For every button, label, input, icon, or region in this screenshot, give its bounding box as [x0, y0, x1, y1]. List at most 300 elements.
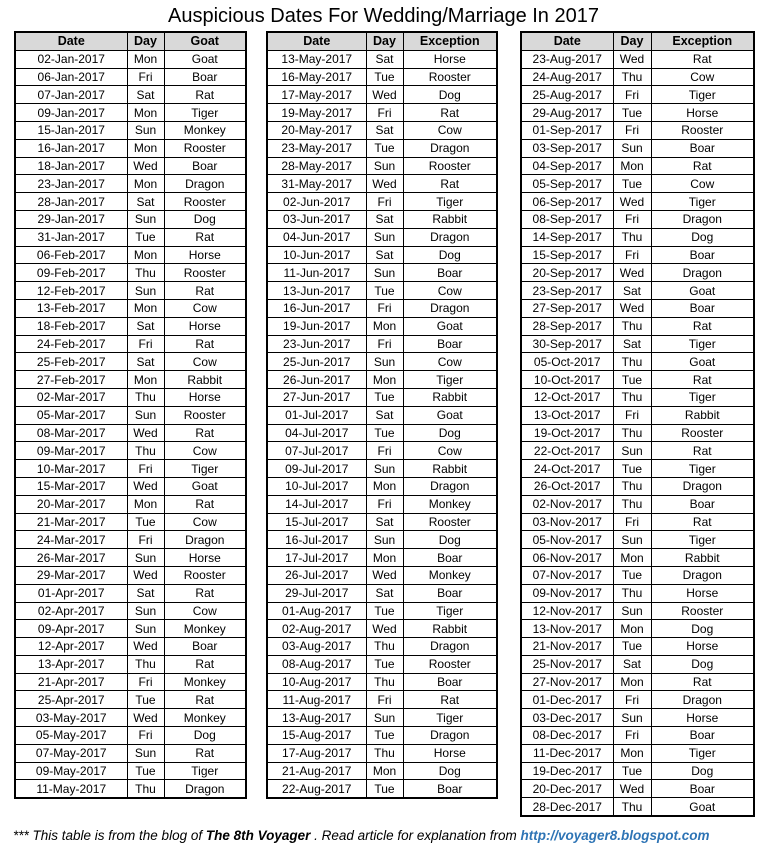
- date-cell: 25-Jun-2017: [267, 353, 366, 371]
- zodiac-cell: Monkey: [403, 566, 497, 584]
- zodiac-cell: Rat: [403, 175, 497, 193]
- day-cell: Tue: [366, 727, 403, 745]
- date-cell: 20-Mar-2017: [15, 495, 127, 513]
- zodiac-cell: Goat: [403, 406, 497, 424]
- zodiac-cell: Horse: [651, 584, 754, 602]
- day-cell: Sat: [127, 86, 164, 104]
- day-cell: Wed: [613, 264, 651, 282]
- tables-container: [0, 31, 767, 817]
- zodiac-cell: Tiger: [651, 388, 754, 406]
- table-row: [267, 388, 497, 406]
- zodiac-cell: Boar: [651, 495, 754, 513]
- zodiac-cell: Boar: [403, 673, 497, 691]
- footnote-link[interactable]: http://voyager8.blogspot.com: [520, 828, 710, 844]
- date-cell: 28-May-2017: [267, 157, 366, 175]
- day-cell: Sun: [366, 709, 403, 727]
- zodiac-cell: Rat: [651, 50, 754, 68]
- zodiac-cell: Rat: [651, 513, 754, 531]
- date-cell: 07-Nov-2017: [521, 566, 613, 584]
- day-cell: Sat: [613, 335, 651, 353]
- day-cell: Fri: [613, 513, 651, 531]
- table-row: [267, 727, 497, 745]
- zodiac-cell: Cow: [651, 175, 754, 193]
- day-cell: Fri: [366, 495, 403, 513]
- zodiac-cell: Tiger: [651, 335, 754, 353]
- date-cell: 03-Sep-2017: [521, 139, 613, 157]
- day-cell: Thu: [613, 584, 651, 602]
- date-cell: 01-Jul-2017: [267, 406, 366, 424]
- day-cell: Mon: [127, 104, 164, 122]
- date-cell: 09-Jul-2017: [267, 460, 366, 478]
- day-cell: Fri: [613, 691, 651, 709]
- table-row: [267, 139, 497, 157]
- day-cell: Sun: [613, 531, 651, 549]
- table-row: [267, 780, 497, 798]
- zodiac-cell: Rat: [164, 691, 246, 709]
- day-cell: Mon: [613, 673, 651, 691]
- day-cell: Sun: [127, 121, 164, 139]
- table-row: [15, 744, 246, 762]
- zodiac-cell: Rooster: [164, 566, 246, 584]
- day-cell: Sun: [127, 406, 164, 424]
- day-cell: Mon: [366, 371, 403, 389]
- table-row: [15, 460, 246, 478]
- day-cell: Thu: [127, 264, 164, 282]
- day-cell: Fri: [366, 691, 403, 709]
- date-cell: 26-Jul-2017: [267, 566, 366, 584]
- zodiac-cell: Dragon: [403, 727, 497, 745]
- day-cell: Sun: [366, 353, 403, 371]
- table-row: [267, 264, 497, 282]
- table-row: [521, 513, 754, 531]
- day-cell: Mon: [366, 477, 403, 495]
- date-cell: 15-Mar-2017: [15, 477, 127, 495]
- table-row: [521, 175, 754, 193]
- day-cell: Sat: [366, 121, 403, 139]
- zodiac-cell: Cow: [403, 353, 497, 371]
- date-cell: 03-Nov-2017: [521, 513, 613, 531]
- zodiac-cell: Tiger: [651, 193, 754, 211]
- zodiac-cell: Tiger: [403, 709, 497, 727]
- zodiac-cell: Rat: [164, 495, 246, 513]
- date-cell: 28-Jan-2017: [15, 193, 127, 211]
- date-cell: 23-Sep-2017: [521, 282, 613, 300]
- day-cell: Thu: [613, 424, 651, 442]
- zodiac-cell: Horse: [403, 50, 497, 68]
- zodiac-cell: Rat: [651, 442, 754, 460]
- zodiac-cell: Goat: [403, 317, 497, 335]
- date-cell: 01-Apr-2017: [15, 584, 127, 602]
- day-cell: Thu: [127, 780, 164, 798]
- date-cell: 04-Jul-2017: [267, 424, 366, 442]
- table-row: [267, 175, 497, 193]
- date-cell: 27-Feb-2017: [15, 371, 127, 389]
- zodiac-cell: Boar: [164, 638, 246, 656]
- table-row: [267, 460, 497, 478]
- table-row: [267, 762, 497, 780]
- date-cell: 11-May-2017: [15, 780, 127, 798]
- date-cell: 08-Dec-2017: [521, 727, 613, 745]
- date-cell: 02-Aug-2017: [267, 620, 366, 638]
- zodiac-cell: Cow: [164, 299, 246, 317]
- date-cell: 10-Mar-2017: [15, 460, 127, 478]
- day-cell: Tue: [613, 762, 651, 780]
- date-cell: 17-May-2017: [267, 86, 366, 104]
- zodiac-cell: Rat: [164, 744, 246, 762]
- date-cell: 15-Jul-2017: [267, 513, 366, 531]
- zodiac-cell: Horse: [164, 549, 246, 567]
- day-cell: Fri: [613, 406, 651, 424]
- zodiac-cell: Rooster: [164, 193, 246, 211]
- day-cell: Mon: [127, 495, 164, 513]
- table-row: [15, 228, 246, 246]
- table-row: [521, 371, 754, 389]
- day-cell: Wed: [127, 638, 164, 656]
- date-cell: 03-Dec-2017: [521, 709, 613, 727]
- date-cell: 02-Mar-2017: [15, 388, 127, 406]
- day-cell: Sat: [127, 193, 164, 211]
- table-row: [267, 317, 497, 335]
- table-row: [15, 317, 246, 335]
- table-row: [15, 638, 246, 656]
- zodiac-cell: Dog: [651, 655, 754, 673]
- zodiac-cell: Dragon: [403, 299, 497, 317]
- date-cell: 20-May-2017: [267, 121, 366, 139]
- col-header-date: Date: [267, 32, 366, 50]
- zodiac-cell: Cow: [164, 513, 246, 531]
- zodiac-cell: Boar: [651, 727, 754, 745]
- day-cell: Mon: [366, 549, 403, 567]
- table-row: [15, 299, 246, 317]
- table-row: [15, 727, 246, 745]
- table-row: [267, 673, 497, 691]
- table-row: [521, 655, 754, 673]
- day-cell: Thu: [613, 798, 651, 816]
- day-cell: Wed: [366, 566, 403, 584]
- date-cell: 05-Oct-2017: [521, 353, 613, 371]
- table-row: [267, 50, 497, 68]
- table-row: [521, 566, 754, 584]
- table-row: [521, 228, 754, 246]
- table-row: [15, 424, 246, 442]
- date-cell: 23-Aug-2017: [521, 50, 613, 68]
- date-cell: 21-Aug-2017: [267, 762, 366, 780]
- zodiac-cell: Rabbit: [651, 549, 754, 567]
- date-cell: 05-May-2017: [15, 727, 127, 745]
- zodiac-cell: Rat: [164, 424, 246, 442]
- zodiac-cell: Dog: [403, 424, 497, 442]
- date-cell: 19-May-2017: [267, 104, 366, 122]
- date-cell: 20-Dec-2017: [521, 780, 613, 798]
- table-row: [267, 210, 497, 228]
- zodiac-cell: Horse: [403, 744, 497, 762]
- col-header-exception: Exception: [403, 32, 497, 50]
- day-cell: Thu: [613, 353, 651, 371]
- zodiac-cell: Dog: [403, 762, 497, 780]
- day-cell: Tue: [366, 282, 403, 300]
- date-cell: 29-Jan-2017: [15, 210, 127, 228]
- date-cell: 25-Apr-2017: [15, 691, 127, 709]
- date-cell: 07-May-2017: [15, 744, 127, 762]
- day-cell: Sat: [127, 353, 164, 371]
- day-cell: Mon: [127, 50, 164, 68]
- table-row: [267, 549, 497, 567]
- day-cell: Mon: [127, 175, 164, 193]
- day-cell: Sun: [127, 744, 164, 762]
- date-cell: 12-Apr-2017: [15, 638, 127, 656]
- day-cell: Thu: [366, 638, 403, 656]
- table-row: [15, 602, 246, 620]
- table-jan-to-may: [14, 31, 247, 799]
- zodiac-cell: Dragon: [164, 780, 246, 798]
- date-cell: 15-Aug-2017: [267, 727, 366, 745]
- zodiac-cell: Dragon: [403, 638, 497, 656]
- date-cell: 31-May-2017: [267, 175, 366, 193]
- table-row: [521, 157, 754, 175]
- table-row: [521, 246, 754, 264]
- table-row: [521, 193, 754, 211]
- page-title: Auspicious Dates For Wedding/Marriage In 2017: [168, 5, 599, 27]
- table-row: [521, 210, 754, 228]
- date-cell: 29-Mar-2017: [15, 566, 127, 584]
- zodiac-cell: Dragon: [164, 531, 246, 549]
- date-cell: 06-Feb-2017: [15, 246, 127, 264]
- table-row: [15, 353, 246, 371]
- day-cell: Sun: [366, 460, 403, 478]
- table-row: [267, 228, 497, 246]
- table-row: [15, 104, 246, 122]
- table-row: [15, 620, 246, 638]
- day-cell: Fri: [613, 210, 651, 228]
- table-row: [267, 691, 497, 709]
- footnote: [13, 828, 767, 843]
- date-cell: 11-Aug-2017: [267, 691, 366, 709]
- date-cell: 02-Jan-2017: [15, 50, 127, 68]
- zodiac-cell: Dog: [403, 86, 497, 104]
- date-cell: 11-Dec-2017: [521, 744, 613, 762]
- date-cell: 08-Aug-2017: [267, 655, 366, 673]
- day-cell: Sat: [366, 50, 403, 68]
- zodiac-cell: Tiger: [403, 193, 497, 211]
- table-row: [267, 477, 497, 495]
- table-row: [267, 121, 497, 139]
- zodiac-cell: Dragon: [403, 477, 497, 495]
- zodiac-cell: Cow: [403, 282, 497, 300]
- day-cell: Fri: [127, 531, 164, 549]
- zodiac-cell: Dog: [403, 531, 497, 549]
- table-row: [521, 673, 754, 691]
- day-cell: Tue: [127, 691, 164, 709]
- zodiac-cell: Goat: [651, 353, 754, 371]
- zodiac-cell: Rat: [651, 157, 754, 175]
- date-cell: 07-Jan-2017: [15, 86, 127, 104]
- day-cell: Wed: [127, 709, 164, 727]
- zodiac-cell: Rat: [403, 691, 497, 709]
- table-row: [267, 531, 497, 549]
- col-header-date: Date: [15, 32, 127, 50]
- zodiac-cell: Dog: [403, 246, 497, 264]
- day-cell: Wed: [366, 620, 403, 638]
- date-cell: 30-Sep-2017: [521, 335, 613, 353]
- date-cell: 13-Aug-2017: [267, 709, 366, 727]
- zodiac-cell: Rabbit: [403, 210, 497, 228]
- date-cell: 09-Jan-2017: [15, 104, 127, 122]
- day-cell: Tue: [613, 566, 651, 584]
- date-cell: 01-Sep-2017: [521, 121, 613, 139]
- date-cell: 09-Feb-2017: [15, 264, 127, 282]
- zodiac-cell: Rooster: [651, 121, 754, 139]
- table-row: [267, 406, 497, 424]
- day-cell: Wed: [127, 424, 164, 442]
- table-row: [267, 353, 497, 371]
- date-cell: 10-Aug-2017: [267, 673, 366, 691]
- zodiac-cell: Horse: [164, 317, 246, 335]
- zodiac-cell: Tiger: [651, 744, 754, 762]
- table-row: [521, 531, 754, 549]
- table-row: [267, 193, 497, 211]
- table-row: [521, 442, 754, 460]
- table-row: [267, 157, 497, 175]
- date-cell: 14-Jul-2017: [267, 495, 366, 513]
- date-cell: 05-Nov-2017: [521, 531, 613, 549]
- date-cell: 20-Sep-2017: [521, 264, 613, 282]
- day-cell: Sun: [613, 139, 651, 157]
- day-cell: Fri: [127, 335, 164, 353]
- date-cell: 26-Oct-2017: [521, 477, 613, 495]
- day-cell: Thu: [366, 744, 403, 762]
- table-row: [267, 638, 497, 656]
- day-cell: Sun: [127, 282, 164, 300]
- zodiac-cell: Cow: [403, 442, 497, 460]
- day-cell: Sat: [366, 513, 403, 531]
- table-row: [15, 495, 246, 513]
- day-cell: Thu: [127, 388, 164, 406]
- date-cell: 09-May-2017: [15, 762, 127, 780]
- day-cell: Sat: [127, 584, 164, 602]
- zodiac-cell: Boar: [403, 264, 497, 282]
- day-cell: Sat: [366, 246, 403, 264]
- date-cell: 17-Jul-2017: [267, 549, 366, 567]
- day-cell: Mon: [366, 762, 403, 780]
- date-cell: 24-Oct-2017: [521, 460, 613, 478]
- date-cell: 24-Mar-2017: [15, 531, 127, 549]
- zodiac-cell: Tiger: [651, 86, 754, 104]
- zodiac-cell: Dog: [164, 210, 246, 228]
- date-cell: 19-Dec-2017: [521, 762, 613, 780]
- date-cell: 09-Mar-2017: [15, 442, 127, 460]
- zodiac-cell: Boar: [403, 549, 497, 567]
- zodiac-cell: Tiger: [164, 762, 246, 780]
- day-cell: Sat: [127, 317, 164, 335]
- date-cell: 02-Jun-2017: [267, 193, 366, 211]
- table-row: [267, 86, 497, 104]
- table-row: [521, 762, 754, 780]
- zodiac-cell: Tiger: [651, 531, 754, 549]
- day-cell: Sun: [127, 549, 164, 567]
- table-row: [15, 50, 246, 68]
- table-row: [15, 157, 246, 175]
- date-cell: 03-Aug-2017: [267, 638, 366, 656]
- table-row: [267, 246, 497, 264]
- table-row: [521, 727, 754, 745]
- day-cell: Tue: [613, 175, 651, 193]
- day-cell: Tue: [127, 513, 164, 531]
- table-row: [521, 86, 754, 104]
- day-cell: Fri: [613, 86, 651, 104]
- date-cell: 16-Jun-2017: [267, 299, 366, 317]
- table-row: [521, 780, 754, 798]
- table-row: [521, 121, 754, 139]
- day-cell: Fri: [366, 193, 403, 211]
- date-cell: 25-Feb-2017: [15, 353, 127, 371]
- date-cell: 03-May-2017: [15, 709, 127, 727]
- col-header-exception: Exception: [651, 32, 754, 50]
- day-cell: Mon: [127, 246, 164, 264]
- day-cell: Sun: [613, 442, 651, 460]
- zodiac-cell: Boar: [403, 335, 497, 353]
- table-row: [15, 442, 246, 460]
- date-cell: 17-Aug-2017: [267, 744, 366, 762]
- zodiac-cell: Rooster: [403, 68, 497, 86]
- zodiac-cell: Monkey: [164, 121, 246, 139]
- day-cell: Wed: [366, 86, 403, 104]
- day-cell: Mon: [127, 371, 164, 389]
- table-row: [521, 68, 754, 86]
- zodiac-cell: Rooster: [403, 157, 497, 175]
- day-cell: Sat: [366, 584, 403, 602]
- table-aug-to-dec: [520, 31, 755, 817]
- day-cell: Thu: [613, 477, 651, 495]
- zodiac-cell: Dragon: [651, 210, 754, 228]
- day-cell: Sun: [613, 602, 651, 620]
- table-row: [267, 602, 497, 620]
- day-cell: Mon: [613, 620, 651, 638]
- date-cell: 09-Apr-2017: [15, 620, 127, 638]
- day-cell: Tue: [613, 638, 651, 656]
- col-header-day: Day: [613, 32, 651, 50]
- date-cell: 10-Oct-2017: [521, 371, 613, 389]
- zodiac-cell: Boar: [164, 157, 246, 175]
- zodiac-cell: Boar: [651, 246, 754, 264]
- table-row: [267, 371, 497, 389]
- zodiac-cell: Rabbit: [651, 406, 754, 424]
- date-cell: 24-Aug-2017: [521, 68, 613, 86]
- day-cell: Thu: [127, 655, 164, 673]
- zodiac-cell: Goat: [651, 282, 754, 300]
- zodiac-cell: Horse: [651, 638, 754, 656]
- day-cell: Wed: [613, 299, 651, 317]
- table-row: [15, 477, 246, 495]
- zodiac-cell: Dog: [651, 228, 754, 246]
- zodiac-cell: Boar: [164, 68, 246, 86]
- date-cell: 21-Apr-2017: [15, 673, 127, 691]
- date-cell: 01-Dec-2017: [521, 691, 613, 709]
- zodiac-cell: Goat: [164, 477, 246, 495]
- day-cell: Fri: [613, 121, 651, 139]
- date-cell: 26-Mar-2017: [15, 549, 127, 567]
- day-cell: Thu: [127, 442, 164, 460]
- table-row: [521, 798, 754, 816]
- col-header-day: Day: [366, 32, 403, 50]
- day-cell: Sun: [366, 157, 403, 175]
- zodiac-cell: Monkey: [403, 495, 497, 513]
- day-cell: Tue: [366, 139, 403, 157]
- day-cell: Tue: [127, 228, 164, 246]
- zodiac-cell: Rat: [164, 228, 246, 246]
- day-cell: Mon: [366, 317, 403, 335]
- day-cell: Tue: [366, 602, 403, 620]
- day-cell: Wed: [613, 50, 651, 68]
